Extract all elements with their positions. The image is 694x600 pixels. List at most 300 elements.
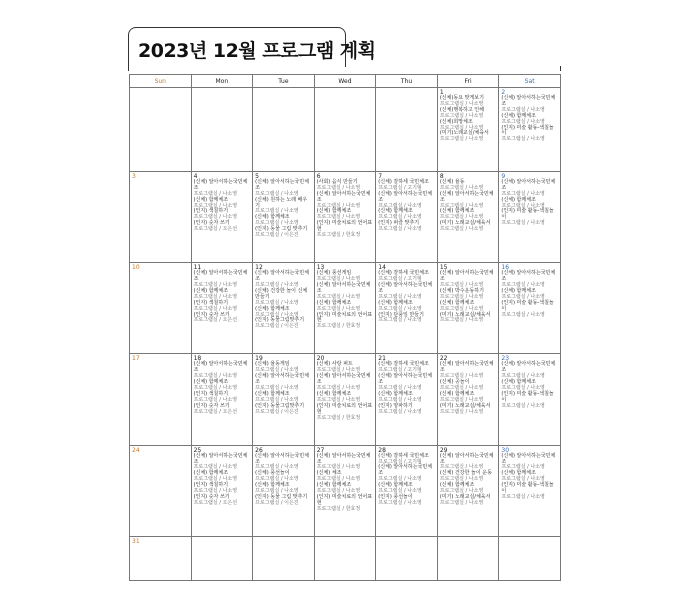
day-number: 7 xyxy=(378,172,383,180)
program-title: (신체)희망체조 xyxy=(439,118,473,125)
program-location-staff: 프로그램실 / 나소영 xyxy=(501,106,545,113)
day-cell xyxy=(191,263,253,354)
program-title: (신체) 알아서하는국민체조 xyxy=(193,452,248,465)
program-location-staff: 프로그램실 / 나소영 xyxy=(316,488,361,495)
day-cell xyxy=(437,536,499,580)
program-title: (신체) 풍선놀이 xyxy=(255,470,290,477)
weekday-header-row xyxy=(130,75,561,88)
day-number: 1 xyxy=(439,89,444,96)
program-entry xyxy=(501,180,558,198)
program-title: (신체) 잘하세 국민체조 xyxy=(378,270,429,277)
program-entry xyxy=(378,192,435,210)
program-entry xyxy=(440,495,497,507)
program-location-staff: 프로그램실 / 나소영 xyxy=(501,136,545,143)
program-location-staff: 프로그램실 / 나소영 xyxy=(439,214,484,221)
program-title: (신체) 알아서하는국민체조 xyxy=(316,452,371,465)
program-entry xyxy=(501,454,558,472)
program-title: (신체) 알아서하는국민체조 xyxy=(378,281,433,294)
program-title: (신체) 잘하세 국민체조 xyxy=(378,361,429,368)
day-number: 21 xyxy=(378,355,386,363)
program-title: (인지) 색칠하기 xyxy=(193,390,229,397)
day-number: 31 xyxy=(132,537,140,545)
program-location-staff: 프로그램실 / 나소영 xyxy=(439,488,484,495)
day-cell xyxy=(376,536,438,580)
program-title: (신체) 알아서하는국민체조 xyxy=(501,95,556,107)
day-cell xyxy=(253,536,315,580)
program-location-staff: 프로그램실 / 나소영 xyxy=(193,476,238,483)
day-number: 5 xyxy=(255,172,259,180)
program-location-staff: 프로그램실 / 나소영 xyxy=(193,373,238,380)
program-entry xyxy=(378,283,435,301)
program-title: (인지) 미술 활동-색칠놀이 xyxy=(501,299,554,312)
program-title: (신체) 알아서하는국민체조 xyxy=(501,178,556,191)
program-entry xyxy=(378,465,435,483)
program-title: (인지) 미술치료의 언어표현 xyxy=(316,402,373,415)
program-location-staff: 프로그램실 / 나소영 xyxy=(316,202,361,209)
program-entry xyxy=(255,404,312,416)
program-title: (신체) 알아서하는국민체조 xyxy=(316,190,371,203)
program-entry xyxy=(378,374,435,392)
program-entry xyxy=(501,114,558,126)
program-entry xyxy=(317,404,374,422)
program-title: (신체) 알아서하는국민체조 xyxy=(378,190,433,203)
program-title: (인지) 숫자 쓰기 xyxy=(193,402,230,409)
calendar-week-row xyxy=(130,88,561,172)
program-location-staff: 프로그램실 / 나소영 xyxy=(316,214,361,221)
program-title: (신체) 알아서하는국민체조 xyxy=(255,270,309,283)
program-location-staff: 프로그램실 / 나소영 xyxy=(439,293,484,300)
program-location-staff: 프로그램실 / 나소영 xyxy=(316,305,361,312)
program-location-staff: 프로그램실 / 오은선 xyxy=(193,226,238,233)
program-entry xyxy=(440,392,497,404)
day-number: 14 xyxy=(378,264,386,272)
program-title: (신체) 함께체조 xyxy=(378,390,413,397)
program-location-staff: 프로그램실 / 고기형 xyxy=(378,458,422,465)
program-title: (인지) 숫자 쓰기 xyxy=(193,494,230,500)
program-title: (신체) 함께체조 xyxy=(378,299,413,306)
day-number: 4 xyxy=(193,172,198,180)
program-entry xyxy=(317,374,374,392)
day-cell xyxy=(253,88,315,172)
program-entry xyxy=(501,289,558,301)
program-title: (인지) 색칠하기 xyxy=(193,208,229,215)
program-title: (신체) 알아서하는국민체조 xyxy=(255,373,309,386)
day-cell xyxy=(376,88,438,172)
weekday-fri: Fri xyxy=(437,75,499,88)
program-entry xyxy=(378,392,435,404)
program-entry xyxy=(440,313,497,325)
program-entry xyxy=(501,362,558,380)
program-title: (신체) 원하는 노래 배우기 xyxy=(255,196,308,209)
program-location-staff: 프로그램실 / 나소영 xyxy=(439,100,484,107)
program-entry xyxy=(194,362,251,380)
day-number: 16 xyxy=(501,264,510,272)
day-number: 23 xyxy=(501,355,510,363)
program-location-staff: 프로그램실 / 나소영 xyxy=(316,476,361,483)
program-title: (사회) 음식 만들기 xyxy=(316,178,358,185)
program-entry xyxy=(378,301,435,313)
program-title: (신체) 함께체조 xyxy=(193,470,229,477)
program-location-staff: 프로그램실 / 한효정 xyxy=(316,232,361,239)
program-entry xyxy=(194,289,251,301)
program-entry xyxy=(255,374,312,392)
day-cell xyxy=(130,445,192,536)
program-location-staff: 프로그램실 / 나소영 xyxy=(439,226,484,233)
program-location-staff: 프로그램실 / 나소영 xyxy=(193,396,238,403)
program-title: (신체) 함께체조 xyxy=(316,299,352,306)
program-location-staff: 프로그램실 / 나소영 xyxy=(501,293,545,300)
program-location-staff: 프로그램실 / 나소영 xyxy=(439,408,484,415)
program-location-staff: 프로그램실 / 나소영 xyxy=(378,214,422,221)
program-entry xyxy=(317,392,374,404)
program-location-staff: 프로그램실 / 오은선 xyxy=(193,317,238,324)
program-title: (신체) 알아서하는국민체조 xyxy=(501,452,556,465)
day-cell xyxy=(253,171,315,262)
program-location-staff: 프로그램실 / 나소영 xyxy=(255,220,299,227)
program-entry xyxy=(440,301,497,313)
day-cell xyxy=(437,88,499,172)
day-number: 29 xyxy=(439,446,448,454)
program-entry xyxy=(194,313,251,325)
program-title: (신체) 함께체조 xyxy=(439,299,475,306)
program-title: (인지) 숫자 쓰기 xyxy=(193,220,230,227)
program-location-staff: 프로그램실 / 나소영 xyxy=(316,184,361,191)
program-title: (인지) 미술치료의 언어표현 xyxy=(316,311,373,324)
program-entry xyxy=(440,271,497,289)
day-cell xyxy=(314,445,376,536)
program-title: (인지) 퍼즐 맞추기 xyxy=(378,220,420,227)
program-title: (신체) 함께체조 xyxy=(501,379,536,386)
program-location-staff: 프로그램실 / 이은진 xyxy=(255,499,299,506)
day-number: 26 xyxy=(255,446,263,454)
program-title: (신체) 함께체조 xyxy=(439,208,475,215)
day-cell xyxy=(253,354,315,445)
program-entry xyxy=(440,108,497,120)
program-title: (인지) 색칠하기 xyxy=(193,299,229,306)
day-number: 13 xyxy=(316,264,325,272)
day-cell xyxy=(191,445,253,536)
program-location-staff: 프로그램실 / 나소영 xyxy=(501,385,545,392)
day-cell xyxy=(376,171,438,262)
day-cell xyxy=(499,263,561,354)
program-title: (미기) 노래교실/체육서 xyxy=(439,402,491,409)
program-entry xyxy=(255,495,312,507)
program-location-staff: 프로그램실 / 나소영 xyxy=(193,464,238,471)
program-title: (신체) 함께체조 xyxy=(501,112,536,119)
program-location-staff: 프로그램실 / 나소영 xyxy=(255,299,299,306)
program-title: (인지) 양파하기 xyxy=(378,402,413,409)
program-title: (신체) 알아서하는국민체조 xyxy=(193,178,248,191)
program-location-staff: 프로그램실 / 나소영 xyxy=(255,190,299,197)
day-cell xyxy=(499,88,561,172)
calendar-week-row xyxy=(130,445,561,536)
day-number: 28 xyxy=(378,446,386,454)
program-location-staff: 프로그램실 / 나소영 xyxy=(378,396,422,403)
program-title: (인지) 풍선놀이 xyxy=(378,494,413,500)
program-entry xyxy=(255,271,312,289)
weekday-sun: Sun xyxy=(130,75,192,88)
program-location-staff: 프로그램실 / 나소영 xyxy=(193,214,238,221)
program-entry xyxy=(378,180,435,192)
calendar-grid xyxy=(129,74,561,581)
program-title: (신체) 함께체조 xyxy=(316,390,352,397)
day-number: 11 xyxy=(193,264,202,272)
program-location-staff: 프로그램실 / 나소영 xyxy=(501,281,545,288)
program-title: (신체) 알아서하는국민체조 xyxy=(501,270,556,283)
program-location-staff: 프로그램실 / 나소영 xyxy=(501,464,545,471)
calendar-week-row xyxy=(130,171,561,262)
program-entry xyxy=(440,404,497,416)
day-number: 27 xyxy=(316,446,325,454)
program-title: (인지) 미술 활동-색칠놀이 xyxy=(501,482,554,495)
program-location-staff: 프로그램실 / 나소영 xyxy=(378,305,422,312)
program-entry xyxy=(440,362,497,380)
day-cell xyxy=(376,354,438,445)
program-title: (미기)노래교실/체육서 xyxy=(439,130,489,137)
program-entry xyxy=(440,289,497,301)
day-number: 10 xyxy=(132,264,140,272)
day-cell xyxy=(130,88,192,172)
program-entry xyxy=(194,454,251,472)
program-location-staff: 프로그램실 / 나소영 xyxy=(255,385,299,392)
program-title: (신체)행복하고 인해 xyxy=(439,106,484,113)
program-location-staff: 프로그램실 / 나소영 xyxy=(439,373,484,380)
day-cell xyxy=(191,354,253,445)
day-number: 12 xyxy=(255,264,263,272)
program-entry xyxy=(255,198,312,216)
program-title: (신체) 함께체조 xyxy=(255,214,290,221)
program-location-staff: 프로그램실 / 나소영 xyxy=(255,367,299,374)
program-location-staff: 프로그램실 / 이은진 xyxy=(255,232,299,239)
day-number: 22 xyxy=(439,355,448,363)
program-title: (인지) 동물그림맞추기 xyxy=(255,402,305,409)
program-entry xyxy=(317,192,374,210)
program-title: (신체) 알아서하는국민체조 xyxy=(378,373,433,386)
program-title: (인지) 색칠하기 xyxy=(193,482,229,489)
program-entry xyxy=(440,454,497,472)
program-title: (미기) 노래교실/체육서 xyxy=(439,494,491,500)
program-location-staff: 프로그램실 / 나소영 xyxy=(501,311,545,318)
program-location-staff: 프로그램실 / 나소영 xyxy=(439,499,484,506)
program-entry xyxy=(501,96,558,114)
program-title: (신체) 함께체조 xyxy=(255,305,290,312)
program-title: (신체) 함께체조 xyxy=(378,482,413,489)
program-location-staff: 프로그램실 / 나소영 xyxy=(316,396,361,403)
program-location-staff: 프로그램실 / 나소영 xyxy=(378,488,422,495)
program-location-staff: 프로그램실 / 나소영 xyxy=(316,367,361,374)
program-title: (신체) 함께체조 xyxy=(193,379,229,386)
program-entry xyxy=(255,180,312,198)
program-entry xyxy=(317,180,374,192)
program-entry xyxy=(317,313,374,331)
weekday-wed: Wed xyxy=(314,75,376,88)
day-cell xyxy=(130,354,192,445)
program-entry xyxy=(440,221,497,233)
program-location-staff: 프로그램실 / 나소영 xyxy=(501,402,545,409)
program-entry xyxy=(255,454,312,472)
program-location-staff: 프로그램실 / 나소영 xyxy=(193,281,238,288)
program-location-staff: 프로그램실 / 나소영 xyxy=(501,494,545,500)
program-location-staff: 프로그램실 / 나소영 xyxy=(501,476,545,483)
program-title: (신체) 함께체조 xyxy=(378,208,413,215)
program-title: (신체) 알아서하는국민체조 xyxy=(316,373,371,386)
day-cell xyxy=(191,171,253,262)
program-title: (인지) 단풍잎 만들기 xyxy=(378,311,424,318)
program-title: (신체) 사랑 퍼트 xyxy=(316,361,353,368)
program-location-staff: 프로그램실 / 나소영 xyxy=(255,488,299,495)
program-location-staff: 프로그램실 / 나소영 xyxy=(378,408,422,415)
program-location-staff: 프로그램실 / 나소영 xyxy=(501,373,545,380)
program-title: (인지) 미술 활동-색칠놀이 xyxy=(501,124,554,137)
program-title: (미기) 노래교실/체육서 xyxy=(439,220,491,227)
program-entry xyxy=(194,221,251,233)
day-number: 18 xyxy=(193,355,202,363)
program-title: (신체) 함께체조 xyxy=(316,208,352,215)
program-entry xyxy=(255,392,312,404)
program-entry xyxy=(317,495,374,513)
program-title: (인지) 미술치료의 언어표현 xyxy=(316,220,373,233)
day-cell xyxy=(499,445,561,536)
program-location-staff: 프로그램실 / 나소영 xyxy=(193,293,238,300)
calendar-week-row xyxy=(130,354,561,445)
program-title: (신체) 잘하세 국민체조 xyxy=(378,452,429,459)
program-location-staff: 프로그램실 / 고기형 xyxy=(378,367,422,374)
program-entry xyxy=(194,495,251,507)
day-number: 30 xyxy=(501,446,510,454)
program-location-staff: 프로그램실 / 한효정 xyxy=(316,323,361,330)
program-title: (인지) 미술 활동-색칠놀이 xyxy=(501,208,554,221)
program-title: (신체) 율동게임 xyxy=(255,361,290,368)
day-cell xyxy=(437,445,499,536)
program-entry xyxy=(378,221,435,233)
program-location-staff: 프로그램실 / 나소영 xyxy=(378,499,422,506)
program-location-staff: 프로그램실 / 나소영 xyxy=(501,190,545,197)
day-cell xyxy=(130,171,192,262)
program-location-staff: 프로그램실 / 고기형 xyxy=(378,276,422,283)
program-entry xyxy=(501,209,558,227)
program-location-staff: 프로그램실 / 나소영 xyxy=(501,118,545,125)
program-title: (신체) 함께체조 xyxy=(255,390,290,397)
program-title: (신체)동요 맞게보기 xyxy=(439,95,484,101)
program-title: (신체) 건강한 놀이 운동 xyxy=(439,470,492,477)
program-entry xyxy=(378,495,435,507)
program-location-staff: 프로그램실 / 나소영 xyxy=(378,202,422,209)
title-frame xyxy=(128,66,561,71)
program-entry xyxy=(255,289,312,307)
calendar-week-row xyxy=(130,536,561,580)
program-location-staff: 프로그램실 / 나소영 xyxy=(439,305,484,312)
program-entry xyxy=(378,404,435,416)
day-number: 20 xyxy=(316,355,325,363)
program-location-staff: 프로그램실 / 나소영 xyxy=(255,281,299,288)
program-entry xyxy=(317,221,374,239)
program-location-staff: 프로그램실 / 나소영 xyxy=(193,190,238,197)
program-title: (인지) 미술치료의 언어표현 xyxy=(316,494,373,506)
program-title: (인지) 동물그림맞추기 xyxy=(255,317,305,324)
program-entry xyxy=(194,404,251,416)
program-location-staff: 프로그램실 / 나소영 xyxy=(255,396,299,403)
program-location-staff: 프로그램실 / 나소영 xyxy=(255,464,299,471)
program-location-staff: 프로그램실 / 고기형 xyxy=(378,184,422,191)
program-location-staff: 프로그램실 / 나소영 xyxy=(193,305,238,312)
day-cell xyxy=(376,263,438,354)
program-location-staff: 프로그램실 / 오은선 xyxy=(193,408,238,415)
program-entry xyxy=(317,301,374,313)
program-title: (신체) 함께체조 xyxy=(501,287,536,294)
program-location-staff: 프로그램실 / 나소영 xyxy=(193,202,238,209)
calendar-week-row xyxy=(130,263,561,354)
program-entry xyxy=(501,392,558,410)
day-cell xyxy=(314,354,376,445)
program-location-staff: 프로그램실 / 이은진 xyxy=(255,408,299,415)
program-location-staff: 프로그램실 / 이은진 xyxy=(255,323,299,330)
program-title: (미기) 노래교실/체육서 xyxy=(439,311,491,318)
day-number: 6 xyxy=(316,172,321,180)
program-title: (인지) 숫자 쓰기 xyxy=(193,311,230,318)
program-title: (인지) 미술 활동-색칠놀이 xyxy=(501,390,554,403)
day-cell xyxy=(191,536,253,580)
program-title: (신체) 알아서하는국민체조 xyxy=(439,190,494,203)
program-title: (신체) 율동 xyxy=(439,178,465,185)
program-location-staff: 프로그램실 / 나소영 xyxy=(193,488,238,495)
program-location-staff: 프로그램실 / 나소영 xyxy=(378,226,422,233)
program-location-staff: 프로그램실 / 나소영 xyxy=(439,136,484,143)
program-entry xyxy=(501,271,558,289)
day-number: 24 xyxy=(132,446,140,454)
program-title: (신체) 함께체조 xyxy=(501,196,536,203)
program-location-staff: 프로그램실 / 나소영 xyxy=(378,317,422,324)
program-location-staff: 프로그램실 / 나소영 xyxy=(501,202,545,209)
program-title: (신체) 풍선게임 xyxy=(316,270,352,277)
program-title: (신체) 함께체조 xyxy=(501,470,536,477)
program-title: (신체) 알아서하는국민체조 xyxy=(378,464,433,477)
program-title: (신체) 알아서하는국민체조 xyxy=(439,270,494,283)
program-title: (신체) 알아서하는국민체조 xyxy=(255,178,309,191)
day-number: 17 xyxy=(132,355,140,363)
day-cell xyxy=(253,263,315,354)
program-entry xyxy=(501,483,558,501)
program-title: (신체) 알아서하는국민체조 xyxy=(316,281,371,294)
program-title: (신체) 박수운동하기 xyxy=(439,287,484,294)
program-title: (신체) 알아서하는국민체조 xyxy=(439,361,494,374)
day-cell xyxy=(499,171,561,262)
day-cell xyxy=(130,536,192,580)
program-entry xyxy=(501,126,558,144)
program-entry xyxy=(440,192,497,210)
program-location-staff: 프로그램실 / 나소영 xyxy=(439,476,484,483)
day-number: 19 xyxy=(255,355,263,363)
program-entry xyxy=(255,318,312,330)
program-location-staff: 프로그램실 / 나소영 xyxy=(378,476,422,483)
day-number: 8 xyxy=(439,172,444,180)
day-cell xyxy=(314,171,376,262)
program-location-staff: 프로그램실 / 나소영 xyxy=(439,385,484,392)
program-title: (인지) 동물 그림 맞추기 xyxy=(255,494,308,500)
weekday-sat: Sat xyxy=(499,75,561,88)
program-entry xyxy=(255,227,312,239)
program-location-staff: 프로그램실 / 나소영 xyxy=(439,112,484,119)
program-title: (신체) 함께체조 xyxy=(439,482,475,489)
program-entry xyxy=(440,180,497,192)
program-location-staff: 프로그램실 / 나소영 xyxy=(439,396,484,403)
weekday-thu: Thu xyxy=(376,75,438,88)
program-title: (신체) 체조 xyxy=(316,470,342,477)
program-entry xyxy=(378,313,435,325)
program-title: (신체) 알아서하는국민체조 xyxy=(501,361,556,374)
program-location-staff: 프로그램실 / 나소영 xyxy=(378,293,422,300)
program-title: (신체) 건강한 놀이 신체 만들기 xyxy=(255,287,308,300)
program-title: (신체) 함께체조 xyxy=(193,287,229,294)
